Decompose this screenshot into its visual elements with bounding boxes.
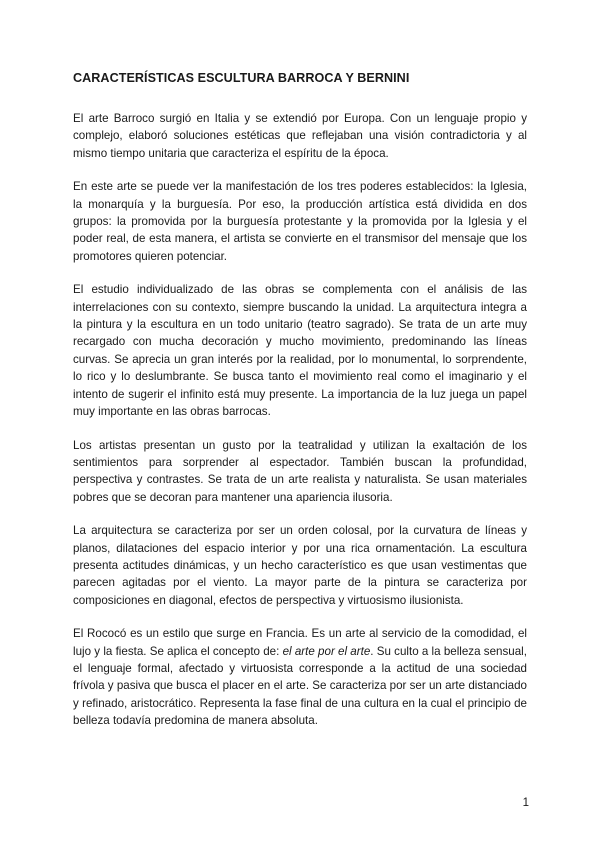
rococo-text-before: El Rococó es un estilo que surge en Francia. Es un arte al servicio de la comodidad, el lujo y la fiesta. Se aplica el concepto de: <box>73 627 527 658</box>
rococo-emphasis: el arte por el arte <box>282 644 371 658</box>
paragraph-arquitectura-escultura: La arquitectura se caracteriza por ser un orden colosal, por la curvatura de líneas y planos, dilataciones del espacio interior y por una rica ornamentación. La escultura presenta actitudes dinámicas, y un hecho característico es que usan vestimentas que parecen agitadas por el viento. La mayor parte de la pintura se caracteriza por composiciones en diagonal, efectos de perspectiva y virtuosismo ilusionista. <box>73 524 527 607</box>
paragraph-origen-barroco: El arte Barroco surgió en Italia y se extendió por Europa. Con un lenguaje propio y complejo, elaboró soluciones estéticas que reflejaban una visión contradictoria y al mismo tiempo unitaria que caracteriza el espíritu de la época. <box>73 112 527 160</box>
paragraph-rococo <box>73 625 527 729</box>
paragraph-tres-poderes: En este arte se puede ver la manifestación de los tres poderes establecidos: la Iglesia, la monarquía y la burguesía. Por eso, la producción artística está dividida en dos grupos: la promovida por la burguesía protestante y la promovida por la Iglesia y el poder real, de esta manera, el artista se convierte en el transmisor del mensaje que los promotores quieren potenciar. <box>73 180 527 263</box>
paragraph-artistas-teatralidad: Los artistas presentan un gusto por la teatralidad y utilizan la exaltación de los sentimientos para sorprender al espectador. También buscan la profundidad, perspectiva y contrastes. Se trata de un arte realista y naturalista. Se usan materiales pobres que se decoran para mantener una apariencia ilusoria. <box>73 438 527 504</box>
document-title: CARACTERÍSTICAS ESCULTURA BARROCA Y BERNINI <box>73 71 410 85</box>
document-page <box>73 70 527 746</box>
paragraph-estudio-obras: El estudio individualizado de las obras se complementa con el análisis de las interrelaciones con su contexto, siempre buscando la unidad. La arquitectura integra a la pintura y la escultura en un todo unitario (teatro sagrado). Se trata de un arte muy recargado con mucha decoración y mucho movimiento, predominando las líneas curvas. Se aprecia un gran interés por la realidad, por lo monumental, lo sorprendente, lo rico y lo deslumbrante. Se busca tanto el movimiento real como el imaginario y el intento de sugerir el infinito está muy presente. La importancia de la luz juega un papel muy importante en las obras barrocas. <box>73 283 527 419</box>
rococo-text-after: . Su culto a la belleza sensual, el lenguaje formal, afectado y virtuosista corresponde a la actitud de una sociedad frívola y pasiva que busca el placer en el arte. Se caracteriza por ser un arte distanciado y refinado, aristocrático. Representa la fase final de una cultura en la cual el principio de belleza todavía predomina de manera absoluta. <box>73 644 527 728</box>
page-number: 1 <box>522 797 529 809</box>
